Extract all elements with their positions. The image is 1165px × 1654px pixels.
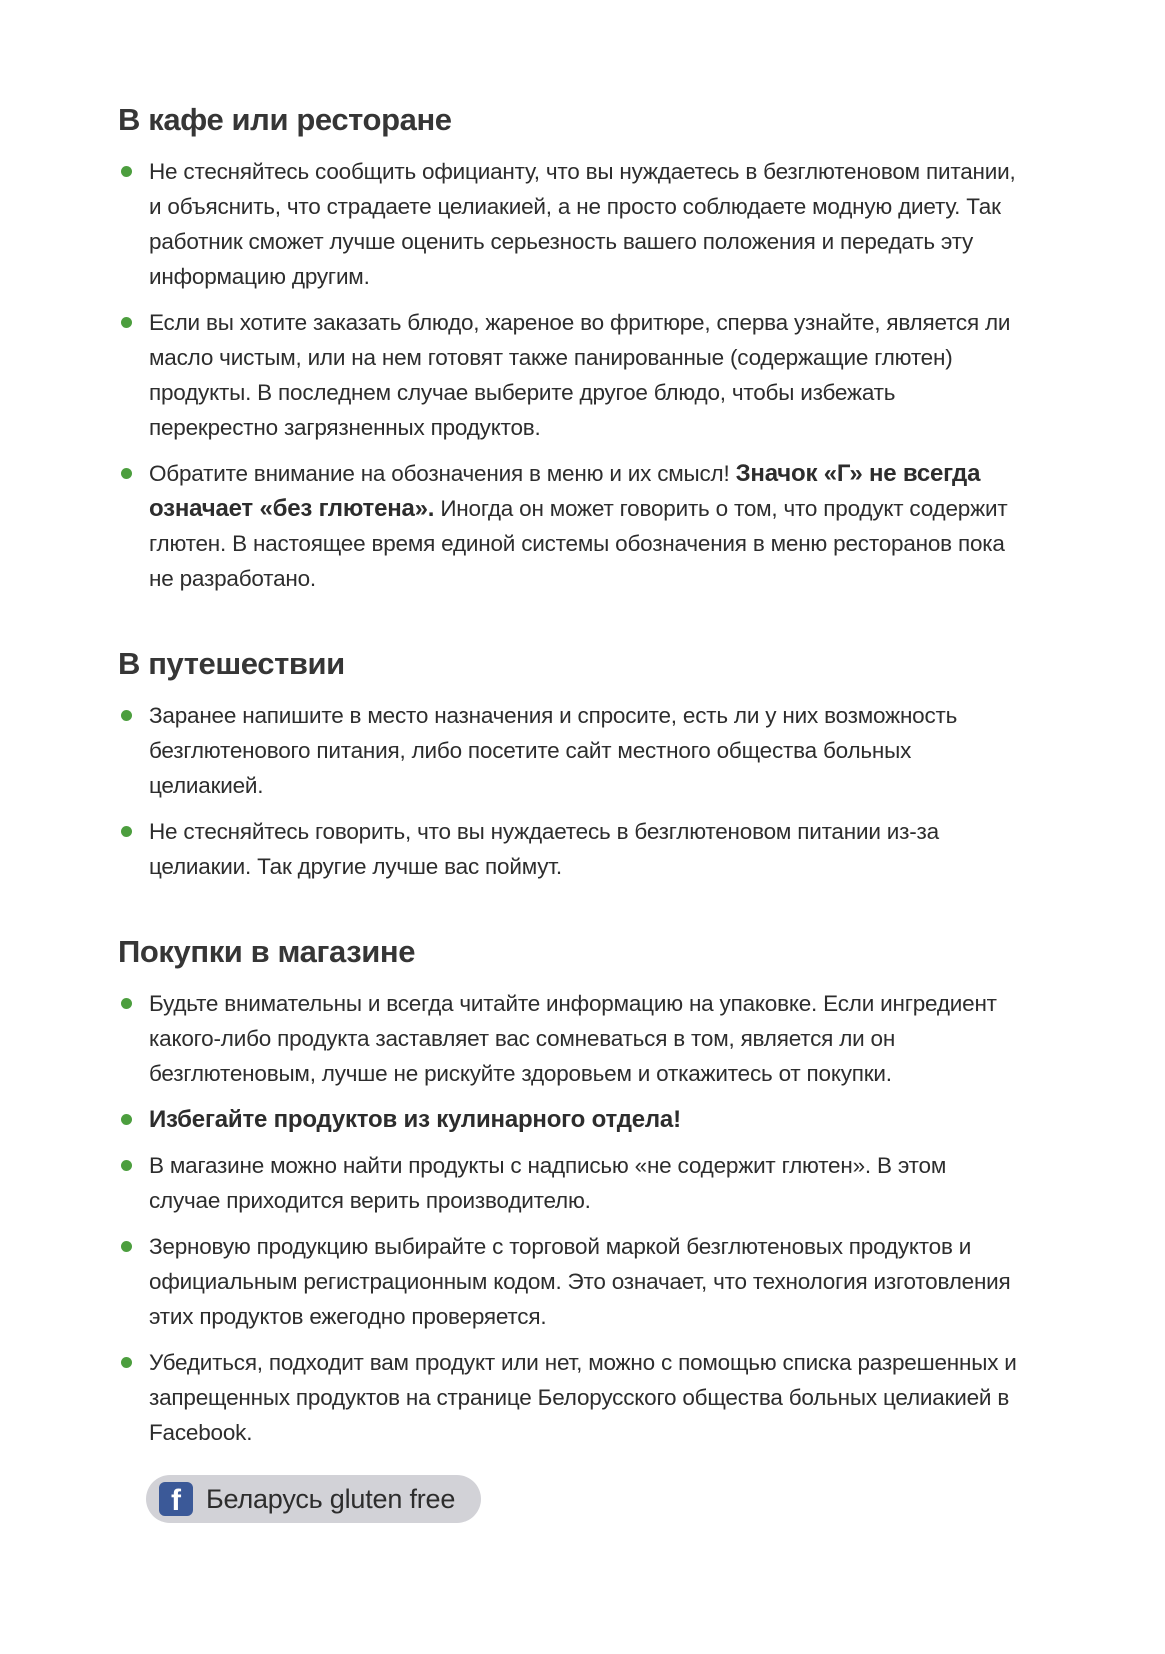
- bullet-text: Не стесняйтесь говорить, что вы нуждаетесь в безглютеновом питании из-за целиакии. Так другие лучше вас поймут.: [149, 819, 939, 879]
- list-item: [118, 1345, 1020, 1450]
- section-cafe-restaurant: [118, 102, 1045, 596]
- bullet-dot-icon: [121, 468, 132, 479]
- bullet-dot-icon: [121, 1241, 132, 1252]
- list-item: [118, 305, 1020, 445]
- bullet-dot-icon: [121, 1160, 132, 1171]
- bullet-text: Убедиться, подходит вам продукт или нет, можно с помощью списка разрешенных и запрещенных продуктов на странице Белорусского общества больных целиакией в Facebook.: [149, 1350, 1017, 1445]
- list-item: [118, 456, 1020, 596]
- bullet-dot-icon: [121, 317, 132, 328]
- section-heading-shopping: Покупки в магазине: [118, 934, 416, 969]
- facebook-badge-label: Беларусь gluten free: [206, 1483, 456, 1514]
- list-item: [118, 1229, 1020, 1334]
- bullet-list: [118, 154, 1020, 596]
- bullet-list: [118, 698, 1020, 884]
- bullet-dot-icon: [121, 826, 132, 837]
- bullet-dot-icon: [121, 998, 132, 1009]
- bullet-text-bold: Избегайте продуктов из кулинарного отдела!: [149, 1106, 681, 1133]
- bullet-text: Будьте внимательны и всегда читайте информацию на упаковке. Если ингредиент какого-либо продукта заставляет вас сомневаться в том, является ли он безглютеновым, лучше не рискуйте здоровьем и откажитесь от покупки.: [149, 991, 997, 1086]
- section-shopping: [118, 934, 1045, 1523]
- section-travel: [118, 646, 1045, 884]
- list-item: [118, 154, 1020, 294]
- bullet-text: Зерновую продукцию выбирайте с торговой маркой безглютеновых продуктов и официальным регистрационным кодом. Это означает, что технология изготовления этих продуктов ежегодно проверяется.: [149, 1234, 1011, 1329]
- list-item: [118, 698, 1020, 803]
- bullet-text: Заранее напишите в место назначения и спросите, есть ли у них возможность безглютенового питания, либо посетите сайт местного общества больных целиакией.: [149, 703, 958, 798]
- list-item: [118, 1148, 1020, 1218]
- bullet-text-bold: Значок «Г» не всегда означает «без глютена».: [149, 460, 981, 522]
- bullet-dot-icon: [121, 166, 132, 177]
- bullet-list: [118, 986, 1020, 1450]
- bullet-text: Иногда он может говорить о том, что продукт содержит глютен. В настоящее время единой системы обозначения в меню ресторанов пока не разработано.: [149, 496, 1008, 591]
- bullet-text: Обратите внимание на обозначения в меню и их смысл!: [149, 461, 736, 486]
- bullet-dot-icon: [121, 1357, 132, 1368]
- facebook-badge[interactable]: [146, 1475, 481, 1523]
- list-item: [118, 1102, 1020, 1137]
- facebook-icon: f: [159, 1482, 193, 1516]
- bullet-text: В магазине можно найти продукты с надписью «не содержит глютен». В этом случае приходится верить производителю.: [149, 1153, 947, 1213]
- bullet-dot-icon: [121, 1114, 132, 1125]
- list-item: [118, 814, 1020, 884]
- section-heading-travel: В путешествии: [118, 646, 345, 681]
- bullet-text: Если вы хотите заказать блюдо, жареное во фритюре, сперва узнайте, является ли масло чистым, или на нем готовят также панированные (содержащие глютен) продукты. В последнем случае выберите другое блюдо, чтобы избежать перекрестно загрязненных продуктов.: [149, 310, 1011, 440]
- list-item: [118, 986, 1020, 1091]
- section-heading-cafe: В кафе или ресторане: [118, 102, 452, 137]
- bullet-dot-icon: [121, 710, 132, 721]
- bullet-text: Не стесняйтесь сообщить официанту, что вы нуждаетесь в безглютеновом питании, и объяснить, что страдаете целиакией, а не просто соблюдаете модную диету. Так работник сможет лучше оценить серьезность вашего положения и передать эту информацию другим.: [149, 159, 1016, 289]
